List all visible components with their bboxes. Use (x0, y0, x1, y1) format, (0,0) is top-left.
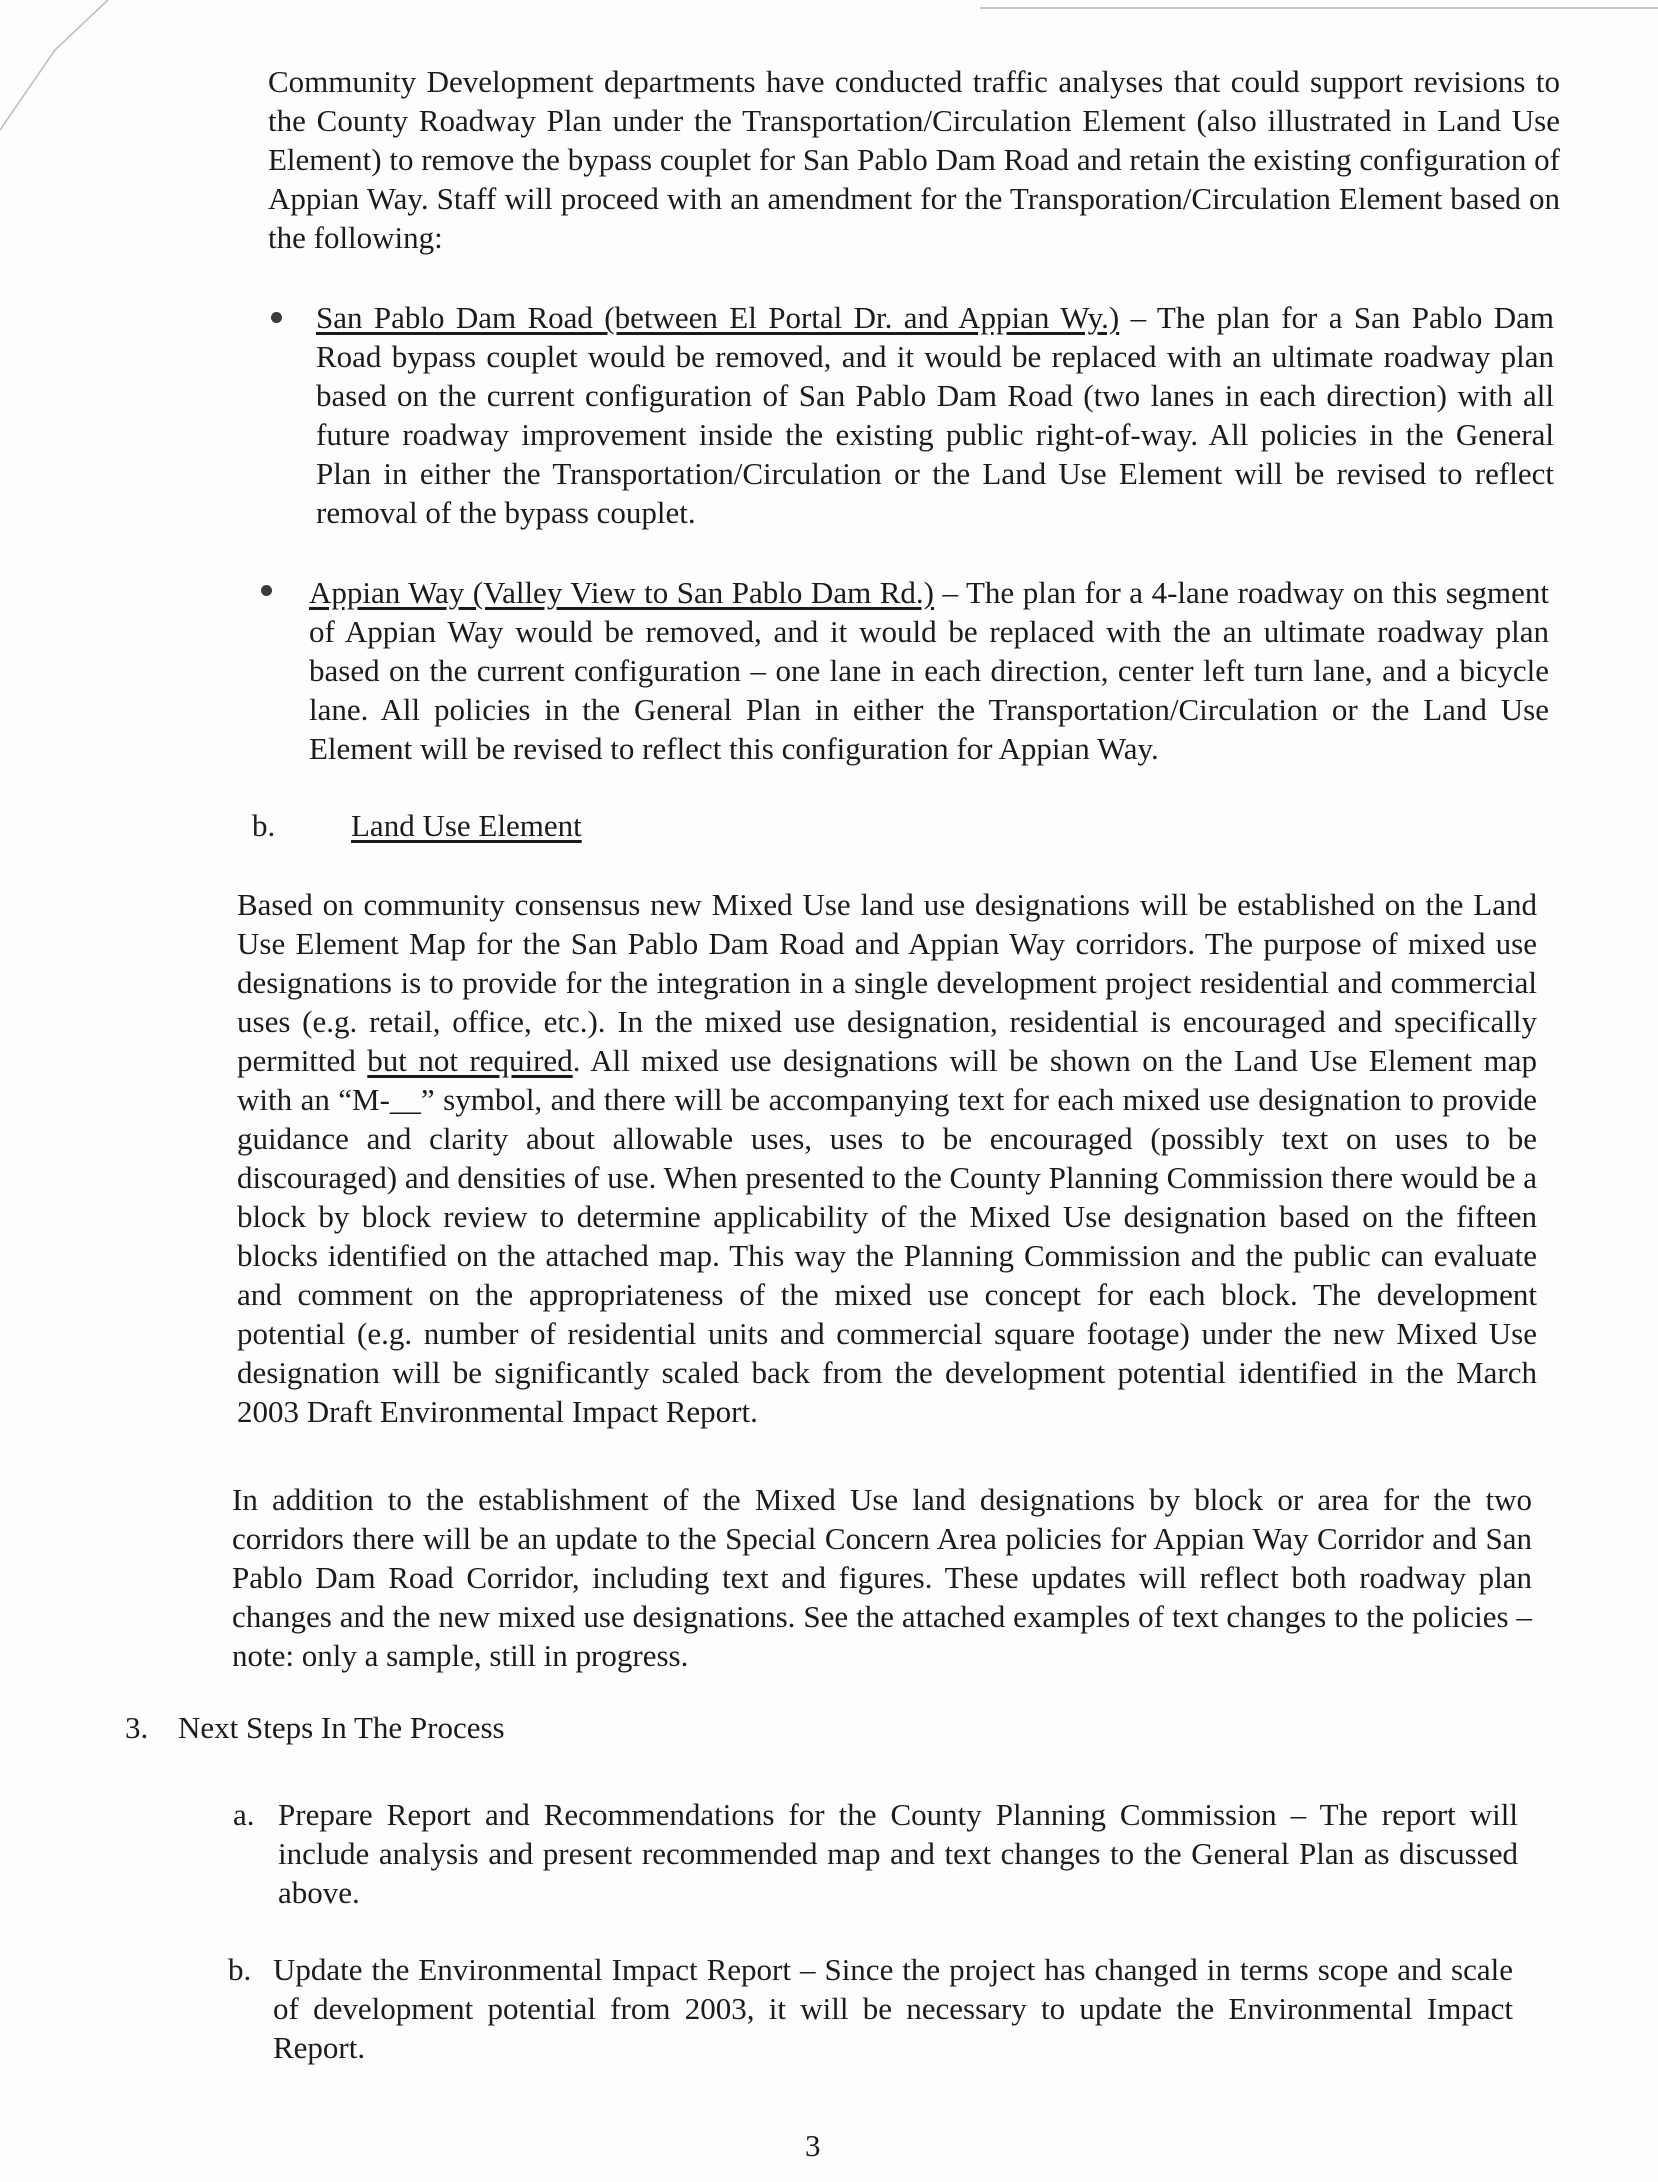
page-number: 3 (805, 2128, 821, 2163)
bullet-dot (261, 585, 272, 596)
addition-text: In addition to the establishment of the Mixed Use land designations by block or area for the two corridors there will be an update to the Special Concern Area policies for Appian Way Corridor and San Pablo Dam Road Corridor, including text and figures. These updates will reflect both roadway plan changes and the new mixed use designations. See the attached examples of text changes to the policies – note: only a sample, still in progress. (232, 1482, 1532, 1673)
bullet-body: – The plan for a San Pablo Dam Road bypass couplet would be removed, and it would be replaced with an ultimate roadway plan based on the current configuration of San Pablo Dam Road (two lanes in each direction) with all future roadway improvement inside the existing public right-of-way. All policies in the General Plan in either the Transportation/Circulation or the Land Use Element will be revised to reflect removal of the bypass couplet. (316, 300, 1554, 530)
land-use-emphasis: but not required (367, 1043, 573, 1078)
section-marker: b. (252, 808, 276, 843)
bullet-item-appian-way (309, 573, 1549, 768)
section-title: Next Steps In The Process (178, 1710, 505, 1745)
step-marker: b. (228, 1952, 252, 1987)
intro-paragraph (268, 62, 1560, 257)
land-use-paragraph (237, 885, 1537, 1431)
bullet-body: – The plan for a 4-lane roadway on this segment of Appian Way would be removed, and it would be replaced with the an ultimate roadway plan based on the current configuration – one lane in each direction, center left turn lane, and a bicycle lane. All policies in the General Plan in either the Transportation/Circulation or the Land Use Element will be revised to reflect this configuration for Appian Way. (309, 575, 1549, 766)
bullet-dot (271, 312, 282, 323)
section-title: Land Use Element (351, 808, 582, 843)
bullet-heading: San Pablo Dam Road (between El Portal Dr. and Appian Wy.) (316, 300, 1120, 335)
step-text: Update the Environmental Impact Report – Since the project has changed in terms scope and scale of development potential from 2003, it will be necessary to update the Environmental Impact Report. (273, 1952, 1513, 2065)
land-use-text-2: . All mixed use designations will be shown on the Land Use Element map with an “M-__” symbol, and there will be accompanying text for each mixed use designation to provide guidance and clarity about allowable uses, uses to be encouraged (possibly text on uses to be discouraged) and densities of use. When presented to the County Planning Commission there would be a block by block review to determine applicability of the Mixed Use designation based on the fifteen blocks identified on the attached map. This way the Planning Commission and the public can evaluate and comment on the appropriateness of the mixed use concept for each block. The development potential (e.g. number of residential units and commercial square footage) under the new Mixed Use designation will be significantly scaled back from the development potential identified in the March 2003 Draft Environmental Impact Report. (237, 1043, 1538, 1429)
intro-text: Community Development departments have conducted traffic analyses that could support revisions to the County Roadway Plan under the Transportation/Circulation Element (also illustrated in Land Use Element) to remove the bypass couplet for San Pablo Dam Road and retain the existing configuration of Appian Way. Staff will proceed with an amendment for the Transporation/Circulation Element based on the following: (268, 64, 1560, 255)
addition-paragraph (232, 1480, 1532, 1675)
scan-corner-mark (0, 0, 120, 160)
bullet-item-san-pablo-dam-road (316, 298, 1554, 532)
scan-edge-line (980, 7, 1658, 9)
section-number: 3. (125, 1710, 149, 1745)
land-use-text-1: Based on community consensus new Mixed Use land use designations will be established on the Land Use Element Map for the San Pablo Dam Road and Appian Way corridors. The purpose of mixed use designations is to provide for the integration in a single development project residential and commercial uses (e.g. retail, office, etc.). In the mixed use designation, residential is encouraged and specifically permitted (237, 887, 1537, 1078)
bullet-heading: Appian Way (Valley View to San Pablo Dam Rd.) (309, 575, 934, 610)
step-marker: a. (233, 1797, 255, 1832)
step-text: Prepare Report and Recommendations for the County Planning Commission – The report will include analysis and present recommended map and text changes to the General Plan as discussed above. (278, 1797, 1518, 1910)
